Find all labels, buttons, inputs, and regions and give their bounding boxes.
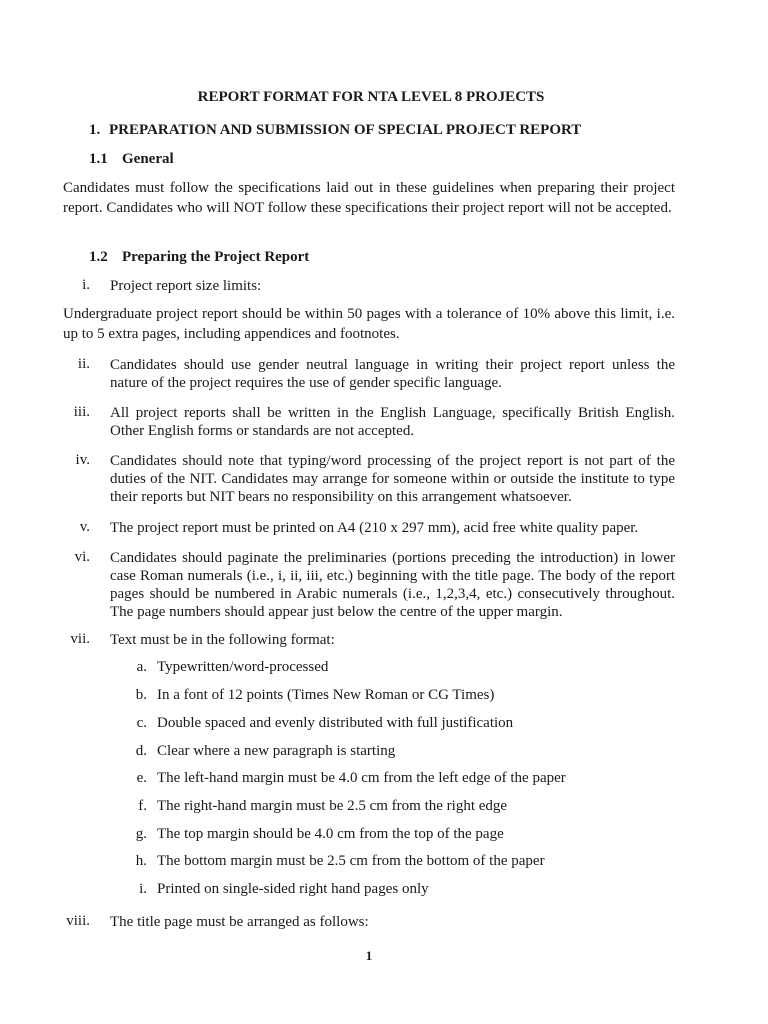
list-item xyxy=(0,404,768,444)
section-1-1-title: General xyxy=(122,151,174,167)
item-text: The project report must be printed on A4 (210 x 297 mm), acid free white quality paper. xyxy=(110,520,639,536)
document-title: REPORT FORMAT FOR NTA LEVEL 8 PROJECTS xyxy=(197,89,545,105)
format-list-item xyxy=(0,659,768,679)
format-text: The left-hand margin must be 4.0 cm from the left edge of the paper xyxy=(157,770,566,786)
item-text: Text must be in the following format: xyxy=(110,632,335,648)
item-number: iii. xyxy=(73,404,90,420)
item-text: All project reports shall be written in the English Language, specifically British English. Other English forms or standards are not accepted. xyxy=(110,405,675,439)
item-number: i. xyxy=(82,277,90,293)
format-text: Printed on single-sided right hand pages only xyxy=(157,881,429,897)
format-letter: e. xyxy=(136,770,147,786)
format-letter: g. xyxy=(135,826,147,842)
list-item xyxy=(0,519,768,539)
list-item xyxy=(0,549,768,625)
format-list-item xyxy=(0,798,768,818)
format-list-item xyxy=(0,881,768,901)
section-1-2-number: 1.2 xyxy=(89,249,108,265)
list-item xyxy=(0,913,768,933)
item-number: viii. xyxy=(66,913,90,929)
section-1-2-title: Preparing the Project Report xyxy=(122,249,310,265)
format-text: The right-hand margin must be 2.5 cm from the right edge xyxy=(157,798,508,814)
list-item xyxy=(0,277,768,297)
format-list-item xyxy=(0,826,768,846)
format-text: In a font of 12 points (Times New Roman or CG Times) xyxy=(157,687,495,703)
item-text: Candidates should note that typing/word processing of the project report is not part of the duties of the NIT. Candidates may arrange for someone within or outside the institute to type their reports but NIT bears no responsibility on this arrangement whatsoever. xyxy=(110,453,675,505)
section-1-1-number: 1.1 xyxy=(89,151,108,167)
format-text: The bottom margin must be 2.5 cm from the bottom of the paper xyxy=(157,853,545,869)
item-number: vi. xyxy=(74,549,90,565)
format-letter: c. xyxy=(136,715,147,731)
format-list-item xyxy=(0,715,768,735)
list-item xyxy=(0,452,768,510)
item-number: v. xyxy=(79,519,90,535)
item-text: Candidates should paginate the preliminaries (portions preceding the introduction) in lower case Roman numerals (i.e., i, ii, iii, etc.) beginning with the title page. The body of the report pages should be numbered in Arabic numerals (i.e., 1,2,3,4, etc.) consecutively throughout. The page numbers should appear just below the centre of the upper margin. xyxy=(110,550,675,620)
general-paragraph: Candidates must follow the specifications laid out in these guidelines when preparing their project report. Candidates who will NOT follow these specifications their project report will not be accepted. xyxy=(63,180,675,216)
page-number: 1 xyxy=(365,948,373,963)
item-number: vii. xyxy=(70,631,90,647)
format-letter: b. xyxy=(135,687,147,703)
format-letter: d. xyxy=(135,743,147,759)
item-text: The title page must be arranged as follows: xyxy=(110,914,369,930)
size-limit-paragraph: Undergraduate project report should be within 50 pages with a tolerance of 10% above this limit, i.e. up to 5 extra pages, including appendices and footnotes. xyxy=(63,306,675,342)
format-letter: f. xyxy=(138,798,147,814)
list-item xyxy=(0,356,768,396)
item-number: ii. xyxy=(77,356,90,372)
format-list-item xyxy=(0,743,768,763)
format-list-item xyxy=(0,687,768,707)
format-text: Clear where a new paragraph is starting xyxy=(157,743,396,759)
section-1-title: PREPARATION AND SUBMISSION OF SPECIAL PROJECT REPORT xyxy=(109,122,582,138)
format-letter: a. xyxy=(136,659,147,675)
section-1-number: 1. xyxy=(89,122,101,138)
format-text: The top margin should be 4.0 cm from the top of the page xyxy=(157,826,504,842)
list-item xyxy=(0,631,768,651)
format-text: Double spaced and evenly distributed with full justification xyxy=(157,715,514,731)
format-letter: i. xyxy=(139,881,147,897)
format-text: Typewritten/word-processed xyxy=(157,659,329,675)
format-letter: h. xyxy=(135,853,147,869)
item-number: iv. xyxy=(75,452,90,468)
item-text: Project report size limits: xyxy=(110,278,262,294)
format-list-item xyxy=(0,770,768,790)
item-text: Candidates should use gender neutral language in writing their project report unless the nature of the project requires the use of gender specific language. xyxy=(110,357,675,391)
format-list-item xyxy=(0,853,768,873)
